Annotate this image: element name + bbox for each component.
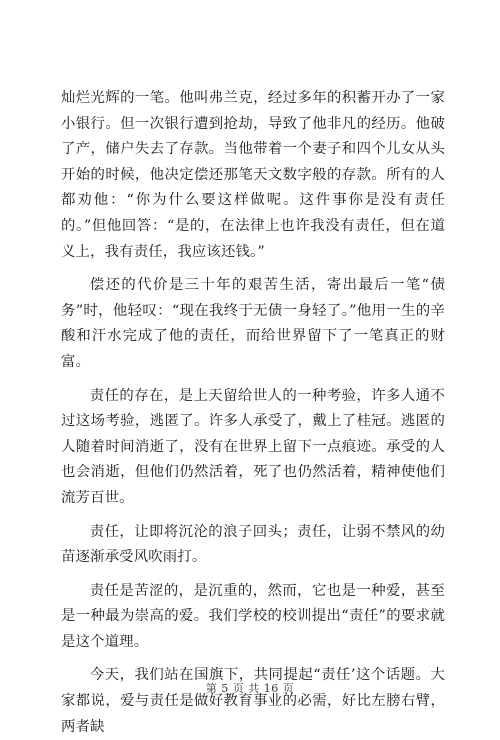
paragraph-1: 灿烂光辉的一笔。他叫弗兰克，经过多年的积蓄开办了一家小银行。但一次银行遭到抢劫，导致了他非凡的经历。他破了产，储户失去了存款。当他带着一个妻子和四个儿女从头开始的时候，他决定偿还那笔天文数字般的存款。所有的人都劝他：“你为什么要这样做呢。这件事你是没有责任的。”但他回答：“是的，在法律上也许我没有责任，但在道义上，我有责任，我应该还钱。”	[61, 90, 445, 260]
paragraph-2: 偿还的代价是三十年的艰苦生活，寄出最后一笔“债务”时，他轻叹：“现在我终于无债一身轻了。”他用一生的辛酸和汗水完成了他的责任，而给世界留下了一笔真正的财富。	[61, 277, 445, 370]
body-text	[61, 86, 445, 740]
paragraph-6: 今天，我们站在国旗下，共同提起“责任’这个话题。大家都说，爱与责任是做好教育事业的必需，好比左膀右臂，两者缺	[61, 667, 445, 735]
paragraph-3: 责任的存在，是上天留给世人的一种考验，许多人通不过这场考验，逃匿了。许多人承受了，戴上了桂冠。逃匿的人随着时间消逝了，没有在世界上留下一点痕迹。承受的人也会消逝，但他们仍然活着，死了也仍然活着，精神使他们流芳百世。	[61, 387, 445, 506]
paragraph-5: 责任是苦涩的，是沉重的，然而，它也是一种爱，甚至是一种最为崇高的爱。我们学校的校训提出“责任”的要求就是这个道理。	[61, 582, 445, 650]
paragraph-4: 责任，让即将沉沦的浪子回头；责任，让弱不禁风的幼苗逐渐承受风吹雨打。	[61, 523, 445, 566]
page-footer: 第 5 页 共 16 页	[205, 682, 295, 695]
